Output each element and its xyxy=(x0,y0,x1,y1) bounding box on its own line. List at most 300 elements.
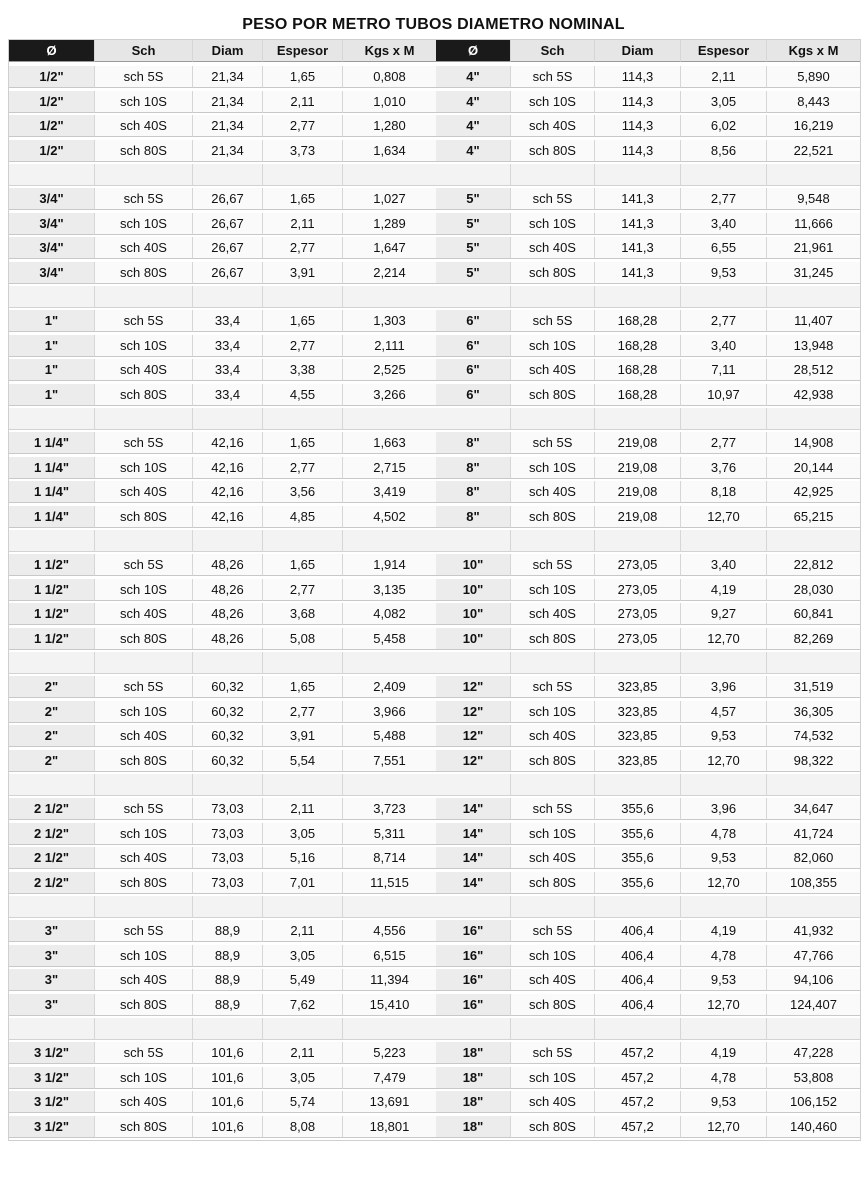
thickness-cell: 2,77 xyxy=(680,432,766,454)
thickness-cell: 2,77 xyxy=(262,701,342,723)
thickness-cell: 2,77 xyxy=(680,310,766,332)
empty-cell xyxy=(436,1018,510,1040)
diam-cell: 88,9 xyxy=(192,994,262,1016)
diam-cell: 219,08 xyxy=(594,481,680,503)
thickness-cell: 1,65 xyxy=(262,432,342,454)
empty-cell xyxy=(94,652,192,674)
table-row xyxy=(436,310,860,332)
thickness-cell: 1,65 xyxy=(262,676,342,698)
empty-cell xyxy=(766,1018,860,1040)
empty-cell xyxy=(766,286,860,308)
diameter-cell: 2" xyxy=(9,750,94,772)
schedule-cell: sch 80S xyxy=(510,628,594,650)
diameter-cell: 8" xyxy=(436,481,510,503)
table-row xyxy=(9,457,436,479)
thickness-cell: 1,65 xyxy=(262,66,342,88)
empty-cell xyxy=(9,1018,94,1040)
empty-cell xyxy=(766,164,860,186)
spacer-row xyxy=(436,286,860,308)
empty-cell xyxy=(192,408,262,430)
thickness-cell: 2,77 xyxy=(262,457,342,479)
schedule-cell: sch 5S xyxy=(94,554,192,576)
empty-cell xyxy=(94,774,192,796)
weight-cell: 1,647 xyxy=(342,237,436,259)
table-row xyxy=(9,262,436,284)
diam-cell: 219,08 xyxy=(594,432,680,454)
thickness-cell: 2,11 xyxy=(262,213,342,235)
diameter-cell: 5" xyxy=(436,262,510,284)
thickness-cell: 4,19 xyxy=(680,1042,766,1064)
diam-cell: 48,26 xyxy=(192,603,262,625)
thickness-cell: 4,78 xyxy=(680,945,766,967)
table-row xyxy=(9,628,436,650)
thickness-cell: 2,77 xyxy=(262,579,342,601)
table-row xyxy=(9,823,436,845)
table-row xyxy=(436,994,860,1016)
diam-cell: 73,03 xyxy=(192,872,262,894)
thickness-cell: 6,55 xyxy=(680,237,766,259)
diam-cell: 101,6 xyxy=(192,1091,262,1113)
empty-cell xyxy=(94,408,192,430)
schedule-cell: sch 80S xyxy=(510,506,594,528)
diam-cell: 219,08 xyxy=(594,457,680,479)
schedule-cell: sch 40S xyxy=(510,969,594,991)
weight-cell: 5,223 xyxy=(342,1042,436,1064)
diameter-cell: 16" xyxy=(436,945,510,967)
thickness-cell: 3,68 xyxy=(262,603,342,625)
thickness-cell: 4,85 xyxy=(262,506,342,528)
diam-cell: 26,67 xyxy=(192,237,262,259)
table-row xyxy=(9,1042,436,1064)
diameter-cell: 1" xyxy=(9,310,94,332)
empty-cell xyxy=(510,164,594,186)
empty-cell xyxy=(9,286,94,308)
empty-cell xyxy=(680,408,766,430)
table-row xyxy=(436,872,860,894)
schedule-cell: sch 80S xyxy=(510,750,594,772)
empty-cell xyxy=(342,408,436,430)
empty-cell xyxy=(680,286,766,308)
weight-cell: 106,152 xyxy=(766,1091,860,1113)
table-row xyxy=(436,554,860,576)
schedule-cell: sch 40S xyxy=(510,603,594,625)
diam-cell: 406,4 xyxy=(594,994,680,1016)
empty-cell xyxy=(510,896,594,918)
thickness-cell: 2,11 xyxy=(680,66,766,88)
schedule-cell: sch 5S xyxy=(510,676,594,698)
weight-cell: 1,303 xyxy=(342,310,436,332)
column-header: Diam xyxy=(594,40,680,62)
thickness-cell: 7,11 xyxy=(680,359,766,381)
diameter-cell: 2" xyxy=(9,701,94,723)
diam-cell: 21,34 xyxy=(192,115,262,137)
schedule-cell: sch 5S xyxy=(94,798,192,820)
weight-cell: 13,691 xyxy=(342,1091,436,1113)
diam-cell: 168,28 xyxy=(594,384,680,406)
schedule-cell: sch 40S xyxy=(94,115,192,137)
thickness-cell: 1,65 xyxy=(262,188,342,210)
weight-cell: 42,925 xyxy=(766,481,860,503)
diam-cell: 26,67 xyxy=(192,262,262,284)
thickness-cell: 1,65 xyxy=(262,310,342,332)
diameter-cell: 14" xyxy=(436,847,510,869)
table-row xyxy=(436,457,860,479)
diameter-cell: 4" xyxy=(436,66,510,88)
thickness-cell: 5,49 xyxy=(262,969,342,991)
schedule-cell: sch 80S xyxy=(510,384,594,406)
column-header: Sch xyxy=(94,40,192,62)
schedule-cell: sch 10S xyxy=(94,457,192,479)
empty-cell xyxy=(342,164,436,186)
thickness-cell: 4,19 xyxy=(680,920,766,942)
schedule-cell: sch 10S xyxy=(510,91,594,113)
diam-cell: 21,34 xyxy=(192,66,262,88)
diameter-cell: 18" xyxy=(436,1042,510,1064)
thickness-cell: 3,05 xyxy=(262,945,342,967)
diam-cell: 406,4 xyxy=(594,945,680,967)
thickness-cell: 2,77 xyxy=(262,237,342,259)
empty-cell xyxy=(680,652,766,674)
schedule-cell: sch 80S xyxy=(94,506,192,528)
thickness-cell: 3,05 xyxy=(680,91,766,113)
schedule-cell: sch 10S xyxy=(510,1067,594,1089)
table-row xyxy=(9,66,436,88)
table-row xyxy=(9,481,436,503)
table-row xyxy=(436,579,860,601)
thickness-cell: 4,57 xyxy=(680,701,766,723)
diam-cell: 323,85 xyxy=(594,725,680,747)
empty-cell xyxy=(680,530,766,552)
table-row xyxy=(436,920,860,942)
empty-cell xyxy=(594,408,680,430)
empty-cell xyxy=(94,1018,192,1040)
thickness-cell: 3,40 xyxy=(680,554,766,576)
spacer-row xyxy=(436,1018,860,1040)
thickness-cell: 1,65 xyxy=(262,554,342,576)
spacer-row xyxy=(9,408,436,430)
diameter-cell: 12" xyxy=(436,676,510,698)
table-row xyxy=(9,432,436,454)
diam-cell: 323,85 xyxy=(594,701,680,723)
diam-cell: 141,3 xyxy=(594,188,680,210)
diameter-cell: 1 1/4" xyxy=(9,457,94,479)
diameter-cell: 1 1/4" xyxy=(9,432,94,454)
table-row xyxy=(9,237,436,259)
empty-cell xyxy=(594,896,680,918)
thickness-cell: 3,05 xyxy=(262,823,342,845)
schedule-cell: sch 5S xyxy=(94,310,192,332)
diam-cell: 114,3 xyxy=(594,91,680,113)
spacer-row xyxy=(9,774,436,796)
diameter-cell: 1/2" xyxy=(9,140,94,162)
spacer-row xyxy=(436,408,860,430)
weight-cell: 2,214 xyxy=(342,262,436,284)
diameter-cell: 2 1/2" xyxy=(9,798,94,820)
empty-cell xyxy=(766,774,860,796)
pipe-weight-table xyxy=(8,39,861,1141)
schedule-cell: sch 10S xyxy=(94,701,192,723)
thickness-cell: 7,01 xyxy=(262,872,342,894)
diam-cell: 141,3 xyxy=(594,237,680,259)
thickness-cell: 8,56 xyxy=(680,140,766,162)
diameter-cell: 1 1/4" xyxy=(9,506,94,528)
weight-cell: 31,519 xyxy=(766,676,860,698)
weight-cell: 5,890 xyxy=(766,66,860,88)
thickness-cell: 9,53 xyxy=(680,262,766,284)
table-row xyxy=(436,603,860,625)
diam-cell: 60,32 xyxy=(192,676,262,698)
empty-cell xyxy=(594,774,680,796)
schedule-cell: sch 80S xyxy=(510,872,594,894)
weight-cell: 13,948 xyxy=(766,335,860,357)
empty-cell xyxy=(262,896,342,918)
thickness-cell: 5,74 xyxy=(262,1091,342,1113)
thickness-cell: 9,53 xyxy=(680,725,766,747)
column-header: Kgs x M xyxy=(766,40,860,62)
diam-cell: 60,32 xyxy=(192,725,262,747)
schedule-cell: sch 40S xyxy=(94,847,192,869)
diam-cell: 406,4 xyxy=(594,969,680,991)
empty-cell xyxy=(436,774,510,796)
diam-cell: 48,26 xyxy=(192,554,262,576)
empty-cell xyxy=(436,530,510,552)
empty-cell xyxy=(94,530,192,552)
table-row xyxy=(436,798,860,820)
diameter-cell: 1 1/2" xyxy=(9,628,94,650)
schedule-cell: sch 10S xyxy=(94,579,192,601)
table-row xyxy=(436,91,860,113)
diam-cell: 168,28 xyxy=(594,359,680,381)
diam-cell: 33,4 xyxy=(192,310,262,332)
thickness-cell: 5,08 xyxy=(262,628,342,650)
table-row xyxy=(9,335,436,357)
weight-cell: 1,010 xyxy=(342,91,436,113)
thickness-cell: 12,70 xyxy=(680,872,766,894)
diam-cell: 457,2 xyxy=(594,1067,680,1089)
weight-cell: 22,521 xyxy=(766,140,860,162)
empty-cell xyxy=(680,1018,766,1040)
spacer-row xyxy=(436,896,860,918)
schedule-cell: sch 80S xyxy=(94,384,192,406)
spacer-row xyxy=(9,286,436,308)
empty-cell xyxy=(436,164,510,186)
diam-cell: 273,05 xyxy=(594,579,680,601)
header-row xyxy=(9,40,436,62)
spacer-row xyxy=(9,652,436,674)
diameter-cell: 1 1/4" xyxy=(9,481,94,503)
thickness-cell: 9,27 xyxy=(680,603,766,625)
schedule-cell: sch 40S xyxy=(94,603,192,625)
table-row xyxy=(436,1116,860,1138)
diameter-cell: 5" xyxy=(436,188,510,210)
weight-cell: 5,311 xyxy=(342,823,436,845)
diam-cell: 48,26 xyxy=(192,579,262,601)
weight-cell: 8,714 xyxy=(342,847,436,869)
diameter-cell: 16" xyxy=(436,994,510,1016)
schedule-cell: sch 5S xyxy=(94,1042,192,1064)
table-row xyxy=(9,847,436,869)
table-row xyxy=(436,701,860,723)
weight-cell: 1,663 xyxy=(342,432,436,454)
schedule-cell: sch 80S xyxy=(510,994,594,1016)
diameter-cell: 18" xyxy=(436,1116,510,1138)
weight-cell: 2,525 xyxy=(342,359,436,381)
table-row xyxy=(9,554,436,576)
table-row xyxy=(9,798,436,820)
diam-cell: 114,3 xyxy=(594,140,680,162)
empty-cell xyxy=(192,1018,262,1040)
diam-cell: 42,16 xyxy=(192,432,262,454)
empty-cell xyxy=(680,774,766,796)
schedule-cell: sch 5S xyxy=(94,188,192,210)
thickness-cell: 12,70 xyxy=(680,994,766,1016)
table-row xyxy=(9,310,436,332)
diameter-cell: 3" xyxy=(9,920,94,942)
thickness-cell: 12,70 xyxy=(680,506,766,528)
weight-cell: 2,409 xyxy=(342,676,436,698)
empty-cell xyxy=(510,530,594,552)
weight-cell: 9,548 xyxy=(766,188,860,210)
diameter-cell: 1 1/2" xyxy=(9,579,94,601)
thickness-cell: 12,70 xyxy=(680,750,766,772)
table-row xyxy=(436,115,860,137)
empty-cell xyxy=(262,408,342,430)
diameter-cell: 8" xyxy=(436,432,510,454)
diam-cell: 33,4 xyxy=(192,359,262,381)
empty-cell xyxy=(594,164,680,186)
empty-cell xyxy=(192,774,262,796)
empty-cell xyxy=(262,1018,342,1040)
weight-cell: 14,908 xyxy=(766,432,860,454)
weight-cell: 21,961 xyxy=(766,237,860,259)
weight-cell: 6,515 xyxy=(342,945,436,967)
weight-cell: 2,715 xyxy=(342,457,436,479)
thickness-cell: 4,19 xyxy=(680,579,766,601)
diameter-cell: 1" xyxy=(9,384,94,406)
diam-cell: 26,67 xyxy=(192,213,262,235)
empty-cell xyxy=(192,164,262,186)
diam-cell: 114,3 xyxy=(594,115,680,137)
schedule-cell: sch 80S xyxy=(94,628,192,650)
schedule-cell: sch 40S xyxy=(94,237,192,259)
table-row xyxy=(9,725,436,747)
spacer-row xyxy=(436,774,860,796)
table-row xyxy=(436,384,860,406)
schedule-cell: sch 5S xyxy=(94,676,192,698)
diam-cell: 73,03 xyxy=(192,823,262,845)
empty-cell xyxy=(192,530,262,552)
empty-cell xyxy=(594,652,680,674)
thickness-cell: 3,91 xyxy=(262,262,342,284)
column-header: Sch xyxy=(510,40,594,62)
weight-cell: 1,634 xyxy=(342,140,436,162)
diameter-cell: 6" xyxy=(436,384,510,406)
schedule-cell: sch 5S xyxy=(510,1042,594,1064)
weight-cell: 28,512 xyxy=(766,359,860,381)
table-row xyxy=(9,1116,436,1138)
empty-cell xyxy=(510,652,594,674)
diam-cell: 273,05 xyxy=(594,554,680,576)
weight-cell: 82,269 xyxy=(766,628,860,650)
table-row xyxy=(9,140,436,162)
diameter-cell: 5" xyxy=(436,213,510,235)
diameter-cell: 1 1/2" xyxy=(9,603,94,625)
diameter-cell: 16" xyxy=(436,969,510,991)
schedule-cell: sch 5S xyxy=(94,432,192,454)
table-row xyxy=(436,188,860,210)
table-row xyxy=(436,335,860,357)
table-row xyxy=(9,1091,436,1113)
empty-cell xyxy=(262,286,342,308)
diameter-cell: 3 1/2" xyxy=(9,1042,94,1064)
empty-cell xyxy=(436,652,510,674)
table-row xyxy=(436,750,860,772)
column-header: Espesor xyxy=(680,40,766,62)
empty-cell xyxy=(766,530,860,552)
weight-cell: 42,938 xyxy=(766,384,860,406)
diameter-cell: 4" xyxy=(436,91,510,113)
table-row xyxy=(436,140,860,162)
diameter-cell: 10" xyxy=(436,579,510,601)
schedule-cell: sch 10S xyxy=(510,579,594,601)
table-row xyxy=(9,384,436,406)
empty-cell xyxy=(766,408,860,430)
weight-cell: 3,723 xyxy=(342,798,436,820)
weight-cell: 124,407 xyxy=(766,994,860,1016)
schedule-cell: sch 5S xyxy=(510,310,594,332)
empty-cell xyxy=(766,652,860,674)
diameter-cell: 14" xyxy=(436,823,510,845)
thickness-cell: 4,55 xyxy=(262,384,342,406)
schedule-cell: sch 40S xyxy=(94,725,192,747)
weight-cell: 41,724 xyxy=(766,823,860,845)
empty-cell xyxy=(594,286,680,308)
diam-cell: 73,03 xyxy=(192,798,262,820)
empty-cell xyxy=(94,164,192,186)
weight-cell: 53,808 xyxy=(766,1067,860,1089)
thickness-cell: 5,16 xyxy=(262,847,342,869)
table-row xyxy=(9,920,436,942)
diam-cell: 273,05 xyxy=(594,628,680,650)
diam-cell: 101,6 xyxy=(192,1116,262,1138)
empty-cell xyxy=(342,774,436,796)
diam-cell: 42,16 xyxy=(192,481,262,503)
table-row xyxy=(9,872,436,894)
thickness-cell: 3,56 xyxy=(262,481,342,503)
diameter-cell: 3" xyxy=(9,969,94,991)
weight-cell: 4,556 xyxy=(342,920,436,942)
spacer-row xyxy=(9,1018,436,1040)
thickness-cell: 2,11 xyxy=(262,1042,342,1064)
weight-cell: 7,551 xyxy=(342,750,436,772)
spacer-row xyxy=(436,530,860,552)
weight-cell: 2,111 xyxy=(342,335,436,357)
empty-cell xyxy=(680,896,766,918)
diameter-cell: 4" xyxy=(436,115,510,137)
diameter-cell: 3/4" xyxy=(9,262,94,284)
empty-cell xyxy=(680,164,766,186)
weight-cell: 3,419 xyxy=(342,481,436,503)
table-left-block xyxy=(9,40,436,1140)
diameter-cell: 1/2" xyxy=(9,91,94,113)
table-row xyxy=(9,969,436,991)
diam-cell: 101,6 xyxy=(192,1042,262,1064)
diam-cell: 60,32 xyxy=(192,750,262,772)
schedule-cell: sch 10S xyxy=(510,701,594,723)
schedule-cell: sch 10S xyxy=(510,213,594,235)
table-row xyxy=(436,432,860,454)
thickness-cell: 3,38 xyxy=(262,359,342,381)
